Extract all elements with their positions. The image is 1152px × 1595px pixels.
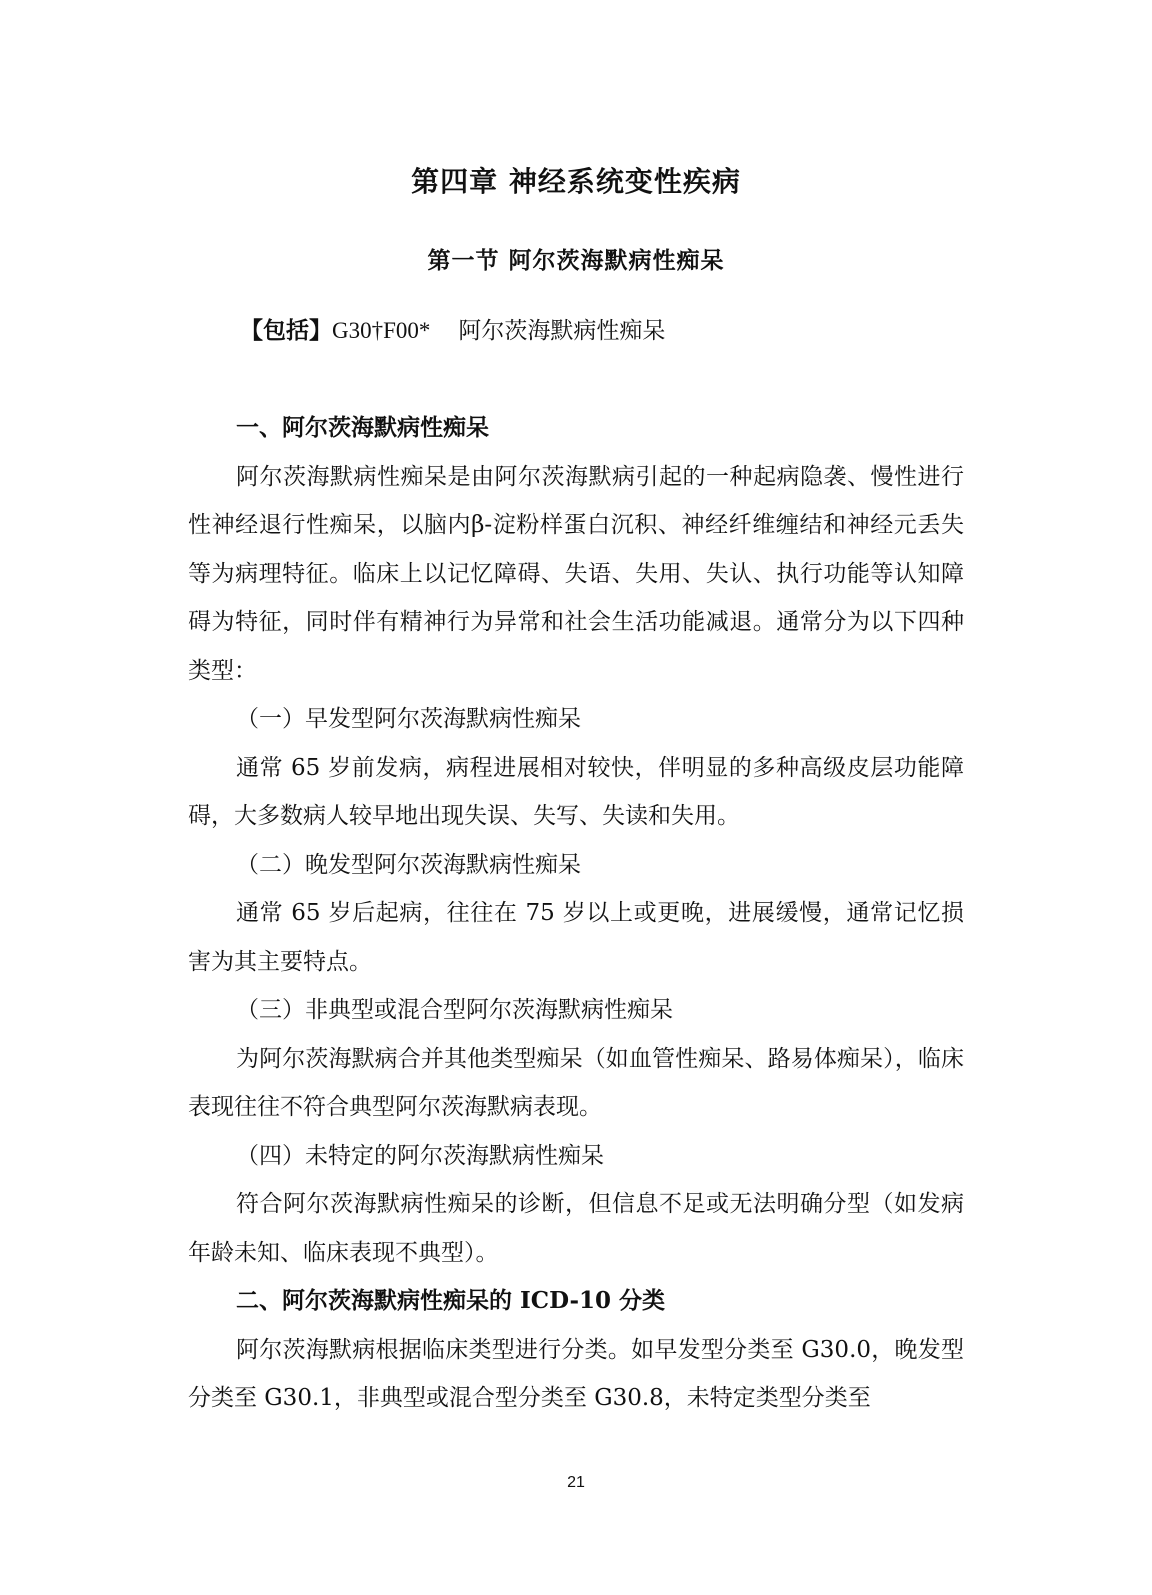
subheading-4: （四）未特定的阿尔茨海默病性痴呆	[236, 1142, 604, 1169]
include-label: 【包括】	[240, 317, 332, 344]
include-text: 阿尔茨海默病性痴呆	[458, 318, 666, 344]
paragraph-1: 阿尔茨海默病性痴呆是由阿尔茨海默病引起的一种起病隐袭、慢性进行性神经退行性痴呆，以脑内β-淀粉样蛋白沉积、神经纤维缠结和神经元丢失等为病理特征。临床上以记忆障碍、失语、失用、失认、执行功能等认知障碍为特征，同时伴有精神行为异常和社会生活功能减退。通常分为以下四种类型：	[188, 463, 964, 684]
heading-1: 一、阿尔茨海默病性痴呆	[236, 414, 489, 441]
subheading-1: （一）早发型阿尔茨海默病性痴呆	[236, 706, 581, 732]
include-code: G30†F00*	[332, 318, 431, 343]
subheading-2: （二）晚发型阿尔茨海默病性痴呆	[236, 851, 581, 878]
chapter-title: 第四章 神经系统变性疾病	[411, 165, 741, 198]
subheading-3: （三）非典型或混合型阿尔茨海默病性痴呆	[236, 997, 673, 1023]
page-number: 21	[567, 1474, 585, 1491]
body-text	[188, 404, 964, 1423]
paragraph-5: 符合阿尔茨海默病性痴呆的诊断，但信息不足或无法明确分型（如发病年龄未知、临床表现不典型）。	[188, 1191, 964, 1266]
paragraph-4: 为阿尔茨海默病合并其他类型痴呆（如血管性痴呆、路易体痴呆），临床表现往往不符合典型阿尔茨海默病表现。	[188, 1045, 964, 1120]
heading-2: 二、阿尔茨海默病性痴呆的 ICD-10 分类	[236, 1287, 666, 1314]
section-title: 第一节 阿尔茨海默病性痴呆	[427, 247, 725, 274]
paragraph-2: 通常 65 岁前发病，病程进展相对较快，伴明显的多种高级皮层功能障碍，大多数病人较早地出现失误、失写、失读和失用。	[188, 754, 964, 829]
paragraph-3: 通常 65 岁后起病，往往在 75 岁以上或更晚，进展缓慢，通常记忆损害为其主要特点。	[188, 900, 964, 975]
paragraph-6: 阿尔茨海默病根据临床类型进行分类。如早发型分类至 G30.0，晚发型分类至 G30.1，非典型或混合型分类至 G30.8，未特定类型分类至	[188, 1336, 964, 1411]
include-line	[240, 312, 665, 345]
